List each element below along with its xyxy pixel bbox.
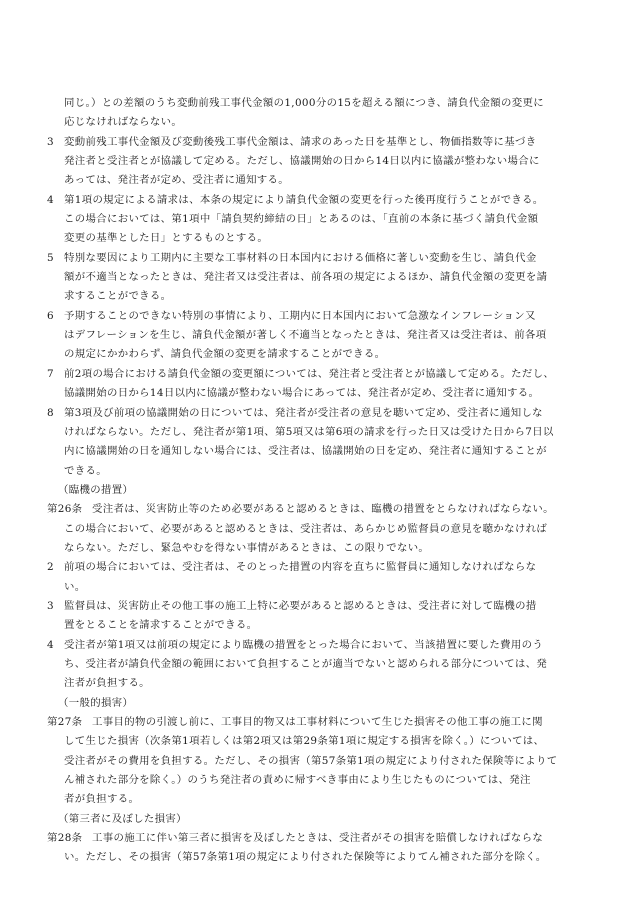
text-line: 前2項の場合における請負代金額の変更額については、発注者と受注者とが協議して定める。ただし、 (64, 367, 555, 380)
text-line: して生じた損害（次条第1項若しくは第2項又は第29条第1項に規定する損害を除く。）については、 (64, 735, 545, 748)
text-line: あっては、発注者が定め、受注者に通知する。 (64, 174, 290, 187)
text-line: この場合において、必要があると認めるときは、受注者は、あらかじめ監督員の意見を聴かなければ (64, 522, 548, 535)
text-line: 内に協議開始の日を通知しない場合には、受注者は、協議開始の日を定め、発注者に通知することが (64, 445, 547, 458)
document-body (0, 94, 630, 868)
text-line: 第3項及び前項の協議開始の日については、発注者が受注者の意見を聴いて定め、受注者に通知しな (64, 406, 543, 419)
item-number: 3 (47, 135, 54, 148)
text-line: ん補された部分を除く。）のうち発注者の責めに帰すべき事由により生じたものについては、発注 (64, 774, 531, 787)
text-line: 注者が負担する。 (64, 677, 150, 690)
item-number: 5 (47, 251, 54, 264)
article-paragraph (0, 500, 630, 558)
section-heading: （第三者に及ぼした損害） (58, 812, 187, 825)
item-number: 4 (47, 638, 54, 651)
paragraph-item (0, 558, 630, 597)
text-line: 前項の場合においては、受注者は、そのとった措置の内容を直ちに監督員に通知しなければならな (64, 561, 537, 574)
text-line: 受注者は、災害防止等のため必要があると認めるときは、臨機の措置をとらなければならない。 (92, 503, 554, 516)
item-number: 7 (47, 367, 54, 380)
article-paragraph (0, 829, 630, 868)
text-line: 監督員は、災害防止その他工事の施工上特に必要があると認めるときは、受注者に対して臨機の措 (64, 599, 537, 612)
text-line: 予期することのできない特別の事情により、工期内に日本国内において急激なインフレーション又 (64, 309, 536, 322)
text-line: できる。 (64, 464, 107, 477)
text-line: い。 (64, 580, 86, 593)
text-line: 変更の基準とした日」とするものとする。 (64, 232, 269, 245)
text-line: 受注者がその費用を負担する。ただし、その損害（第57条第1項の規定により付された保険等によりて (64, 754, 558, 767)
section-heading: （一般的損害） (58, 696, 134, 709)
paragraph-item (0, 636, 630, 694)
item-number: 2 (47, 561, 54, 574)
text-line: この場合においては、第1項中「請負契約締結の日」とあるのは、「直前の本条に基づく請負代金額 (64, 213, 539, 226)
article-paragraph (0, 713, 630, 810)
paragraph-item (0, 133, 630, 191)
text-line: 変動前残工事代金額及び変動後残工事代金額は、請求のあった日を基準とし、物価指数等に基づき (64, 135, 537, 148)
text-line: ならない。ただし、緊急やむを得ない事情があるときは、この限りでない。 (64, 541, 430, 554)
text-line: ち、受注者が請負代金額の範囲において負担することが適当でないと認められる部分については、発 (64, 657, 548, 670)
text-line: 受注者が第1項又は前項の規定により臨機の措置をとった場合において、当該措置に要した費用のう (64, 638, 544, 651)
text-line: の規定にかかわらず、請負代金額の変更を請求することができる。 (64, 348, 386, 361)
article-number: 第28条 (47, 832, 83, 845)
text-line: 応じなければならない。 (64, 116, 183, 129)
article-number: 第27条 (47, 716, 83, 728)
text-line: 置をとることを請求することができる。 (64, 619, 258, 632)
paragraph-continuation (0, 94, 630, 133)
text-line: 協議開始の日から14日以内に協議が整わない場合にあっては、発注者が定め、受注者に通知する。 (64, 387, 540, 400)
paragraph-item (0, 249, 630, 307)
paragraph-item (0, 191, 630, 249)
text-line: 工事目的物の引渡し前に、工事目的物又は工事材料について生じた損害その他工事の施工に関 (92, 716, 543, 728)
item-number: 4 (47, 193, 54, 206)
article-number: 第26条 (47, 503, 83, 516)
text-line: ければならない。ただし、発注者が第1項、第5項又は第6項の請求を行った日又は受けた日から7日以 (64, 425, 554, 438)
paragraph-item (0, 404, 630, 481)
paragraph-item (0, 307, 630, 365)
text-line: 発注者と受注者とが協議して定める。ただし、協議開始の日から14日以内に協議が整わない場合に (64, 155, 540, 168)
section-heading: （臨機の措置） (58, 483, 134, 496)
text-line: 工事の施工に伴い第三者に損害を及ぼしたときは、受注者がその損害を賠償しなければならな (92, 832, 544, 845)
text-line: 第1項の規定による請求は、本条の規定により請負代金額の変更を行った後再度行うことができる。 (64, 193, 544, 206)
text-line: 額が不適当となったときは、発注者又は受注者は、前各項の規定によるほか、請負代金額の変更を請 (64, 271, 548, 284)
text-line: い。ただし、その損害（第57条第1項の規定により付された保険等によりてん補された部分を除く。 (64, 851, 547, 864)
item-number: 3 (47, 599, 54, 612)
text-line: 特別な要因により工期内に主要な工事材料の日本国内における価格に著しい変動を生じ、請負代金 (64, 251, 537, 264)
paragraph-item (0, 365, 630, 404)
paragraph-item (0, 597, 630, 636)
item-number: 8 (47, 406, 54, 419)
text-line: はデフレーションを生じ、請負代金額が著しく不適当となったときは、発注者又は受注者は、前各項 (64, 329, 547, 342)
text-line: 同じ。）との差額のうち変動前残工事代金額の1,000分の15を超える額につき、請負代金額の変更に (64, 97, 544, 109)
item-number: 6 (47, 309, 54, 322)
text-line: 者が負担する。 (64, 793, 140, 806)
text-line: 求することができる。 (64, 290, 172, 303)
